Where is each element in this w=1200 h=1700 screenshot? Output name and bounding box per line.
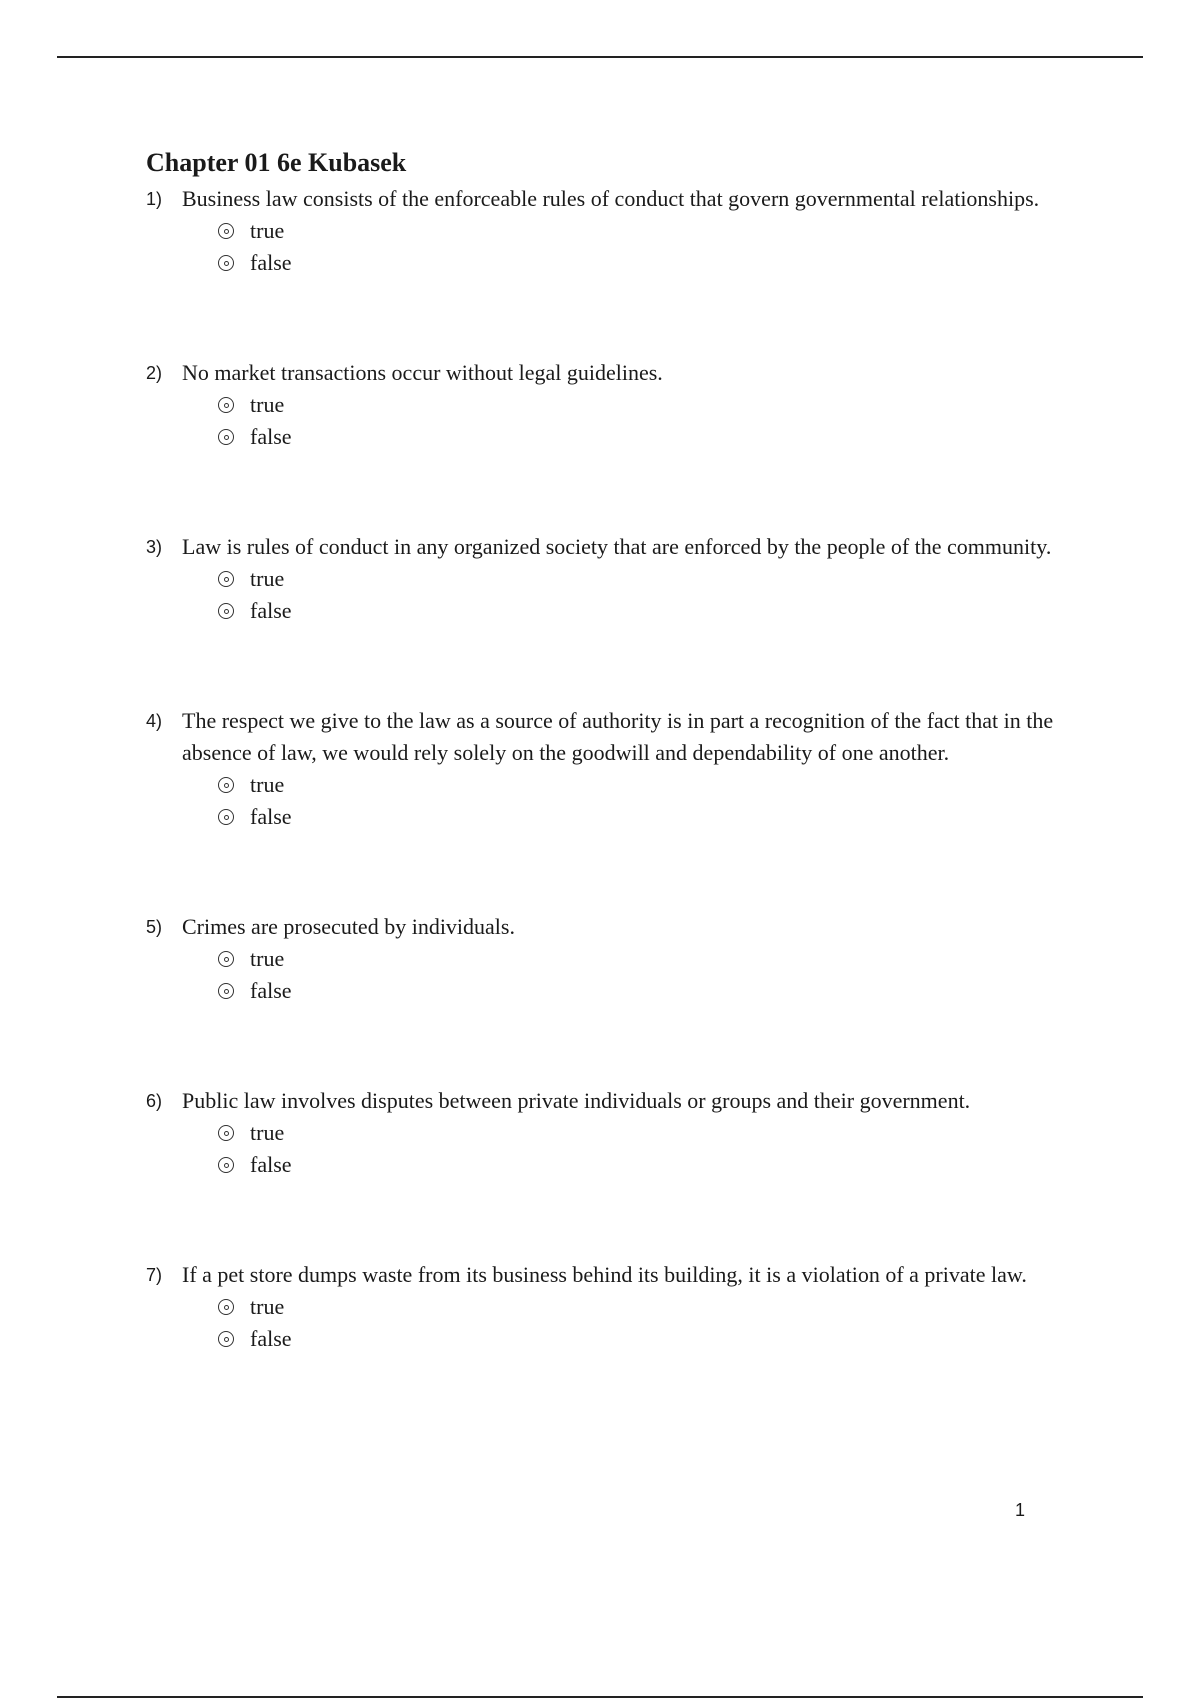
header-rule xyxy=(57,56,1143,58)
page-number: 1 xyxy=(1015,1500,1026,1520)
question-row xyxy=(146,183,1106,215)
question-number: 2) xyxy=(146,363,163,383)
option-true[interactable] xyxy=(218,769,1106,801)
option-label: false xyxy=(250,250,292,275)
radio-button-icon[interactable] xyxy=(218,951,234,967)
question-text: Business law consists of the enforceable rules of conduct that govern governmental relationships. xyxy=(182,186,1040,211)
option-true[interactable] xyxy=(218,1291,1106,1323)
question-number: 3) xyxy=(146,537,163,557)
question-number: 4) xyxy=(146,711,163,731)
radio-dot-icon xyxy=(224,1163,229,1168)
radio-dot-icon xyxy=(224,815,229,820)
option-label: false xyxy=(250,978,292,1003)
option-true[interactable] xyxy=(218,389,1106,421)
question-row xyxy=(146,357,1106,389)
radio-button-icon[interactable] xyxy=(218,1299,234,1315)
option-true[interactable] xyxy=(218,943,1106,975)
answer-options xyxy=(218,215,1106,279)
option-true[interactable] xyxy=(218,563,1106,595)
radio-button-icon[interactable] xyxy=(218,983,234,999)
question-number: 6) xyxy=(146,1091,163,1111)
option-true[interactable] xyxy=(218,215,1106,247)
question-2 xyxy=(146,357,1106,453)
question-6 xyxy=(146,1085,1106,1181)
option-true[interactable] xyxy=(218,1117,1106,1149)
option-false[interactable] xyxy=(218,595,1106,627)
answer-options xyxy=(218,1117,1106,1181)
radio-button-icon[interactable] xyxy=(218,397,234,413)
option-false[interactable] xyxy=(218,975,1106,1007)
radio-button-icon[interactable] xyxy=(218,255,234,271)
option-label: true xyxy=(250,566,285,591)
document-title: Chapter 01 6e Kubasek xyxy=(146,148,407,177)
radio-button-icon[interactable] xyxy=(218,571,234,587)
question-row xyxy=(146,1259,1106,1291)
option-label: true xyxy=(250,392,285,417)
radio-dot-icon xyxy=(224,403,229,408)
question-7 xyxy=(146,1259,1106,1355)
option-false[interactable] xyxy=(218,247,1106,279)
answer-options xyxy=(218,943,1106,1007)
question-row xyxy=(146,911,1106,943)
radio-button-icon[interactable] xyxy=(218,777,234,793)
question-number: 7) xyxy=(146,1265,163,1285)
radio-dot-icon xyxy=(224,1305,229,1310)
option-label: false xyxy=(250,1326,292,1351)
option-false[interactable] xyxy=(218,1149,1106,1181)
question-row xyxy=(146,1085,1106,1117)
option-label: false xyxy=(250,804,292,829)
option-label: false xyxy=(250,1152,292,1177)
radio-dot-icon xyxy=(224,435,229,440)
radio-dot-icon xyxy=(224,229,229,234)
question-text: No market transactions occur without legal guidelines. xyxy=(182,360,663,385)
option-label: true xyxy=(250,772,285,797)
radio-button-icon[interactable] xyxy=(218,1125,234,1141)
radio-dot-icon xyxy=(224,1337,229,1342)
option-false[interactable] xyxy=(218,421,1106,453)
option-label: true xyxy=(250,1294,285,1319)
question-text: Public law involves disputes between private individuals or groups and their government. xyxy=(182,1088,971,1113)
document-body xyxy=(146,146,1106,1433)
radio-button-icon[interactable] xyxy=(218,1157,234,1173)
question-4 xyxy=(146,705,1106,833)
radio-dot-icon xyxy=(224,1131,229,1136)
option-label: false xyxy=(250,598,292,623)
question-number: 5) xyxy=(146,917,163,937)
question-row xyxy=(146,531,1106,563)
question-text: Crimes are prosecuted by individuals. xyxy=(182,914,515,939)
radio-dot-icon xyxy=(224,577,229,582)
answer-options xyxy=(218,769,1106,833)
question-text: The respect we give to the law as a source of authority is in part a recognition of the fact that in the absence of law, we would rely solely on the goodwill and dependability of one another. xyxy=(182,708,1054,765)
radio-dot-icon xyxy=(224,261,229,266)
option-false[interactable] xyxy=(218,801,1106,833)
radio-button-icon[interactable] xyxy=(218,223,234,239)
question-5 xyxy=(146,911,1106,1007)
question-3 xyxy=(146,531,1106,627)
radio-button-icon[interactable] xyxy=(218,429,234,445)
radio-button-icon[interactable] xyxy=(218,809,234,825)
radio-button-icon[interactable] xyxy=(218,1331,234,1347)
question-text: Law is rules of conduct in any organized society that are enforced by the people of the community. xyxy=(182,534,1052,559)
radio-dot-icon xyxy=(224,989,229,994)
answer-options xyxy=(218,563,1106,627)
radio-dot-icon xyxy=(224,783,229,788)
radio-button-icon[interactable] xyxy=(218,603,234,619)
option-false[interactable] xyxy=(218,1323,1106,1355)
question-text: If a pet store dumps waste from its business behind its building, it is a violation of a private law. xyxy=(182,1262,1027,1287)
option-label: true xyxy=(250,946,285,971)
radio-dot-icon xyxy=(224,957,229,962)
footer-rule xyxy=(57,1696,1143,1698)
question-number: 1) xyxy=(146,189,163,209)
option-label: false xyxy=(250,424,292,449)
option-label: true xyxy=(250,218,285,243)
question-row xyxy=(146,705,1106,769)
question-1 xyxy=(146,183,1106,279)
answer-options xyxy=(218,1291,1106,1355)
radio-dot-icon xyxy=(224,609,229,614)
option-label: true xyxy=(250,1120,285,1145)
answer-options xyxy=(218,389,1106,453)
